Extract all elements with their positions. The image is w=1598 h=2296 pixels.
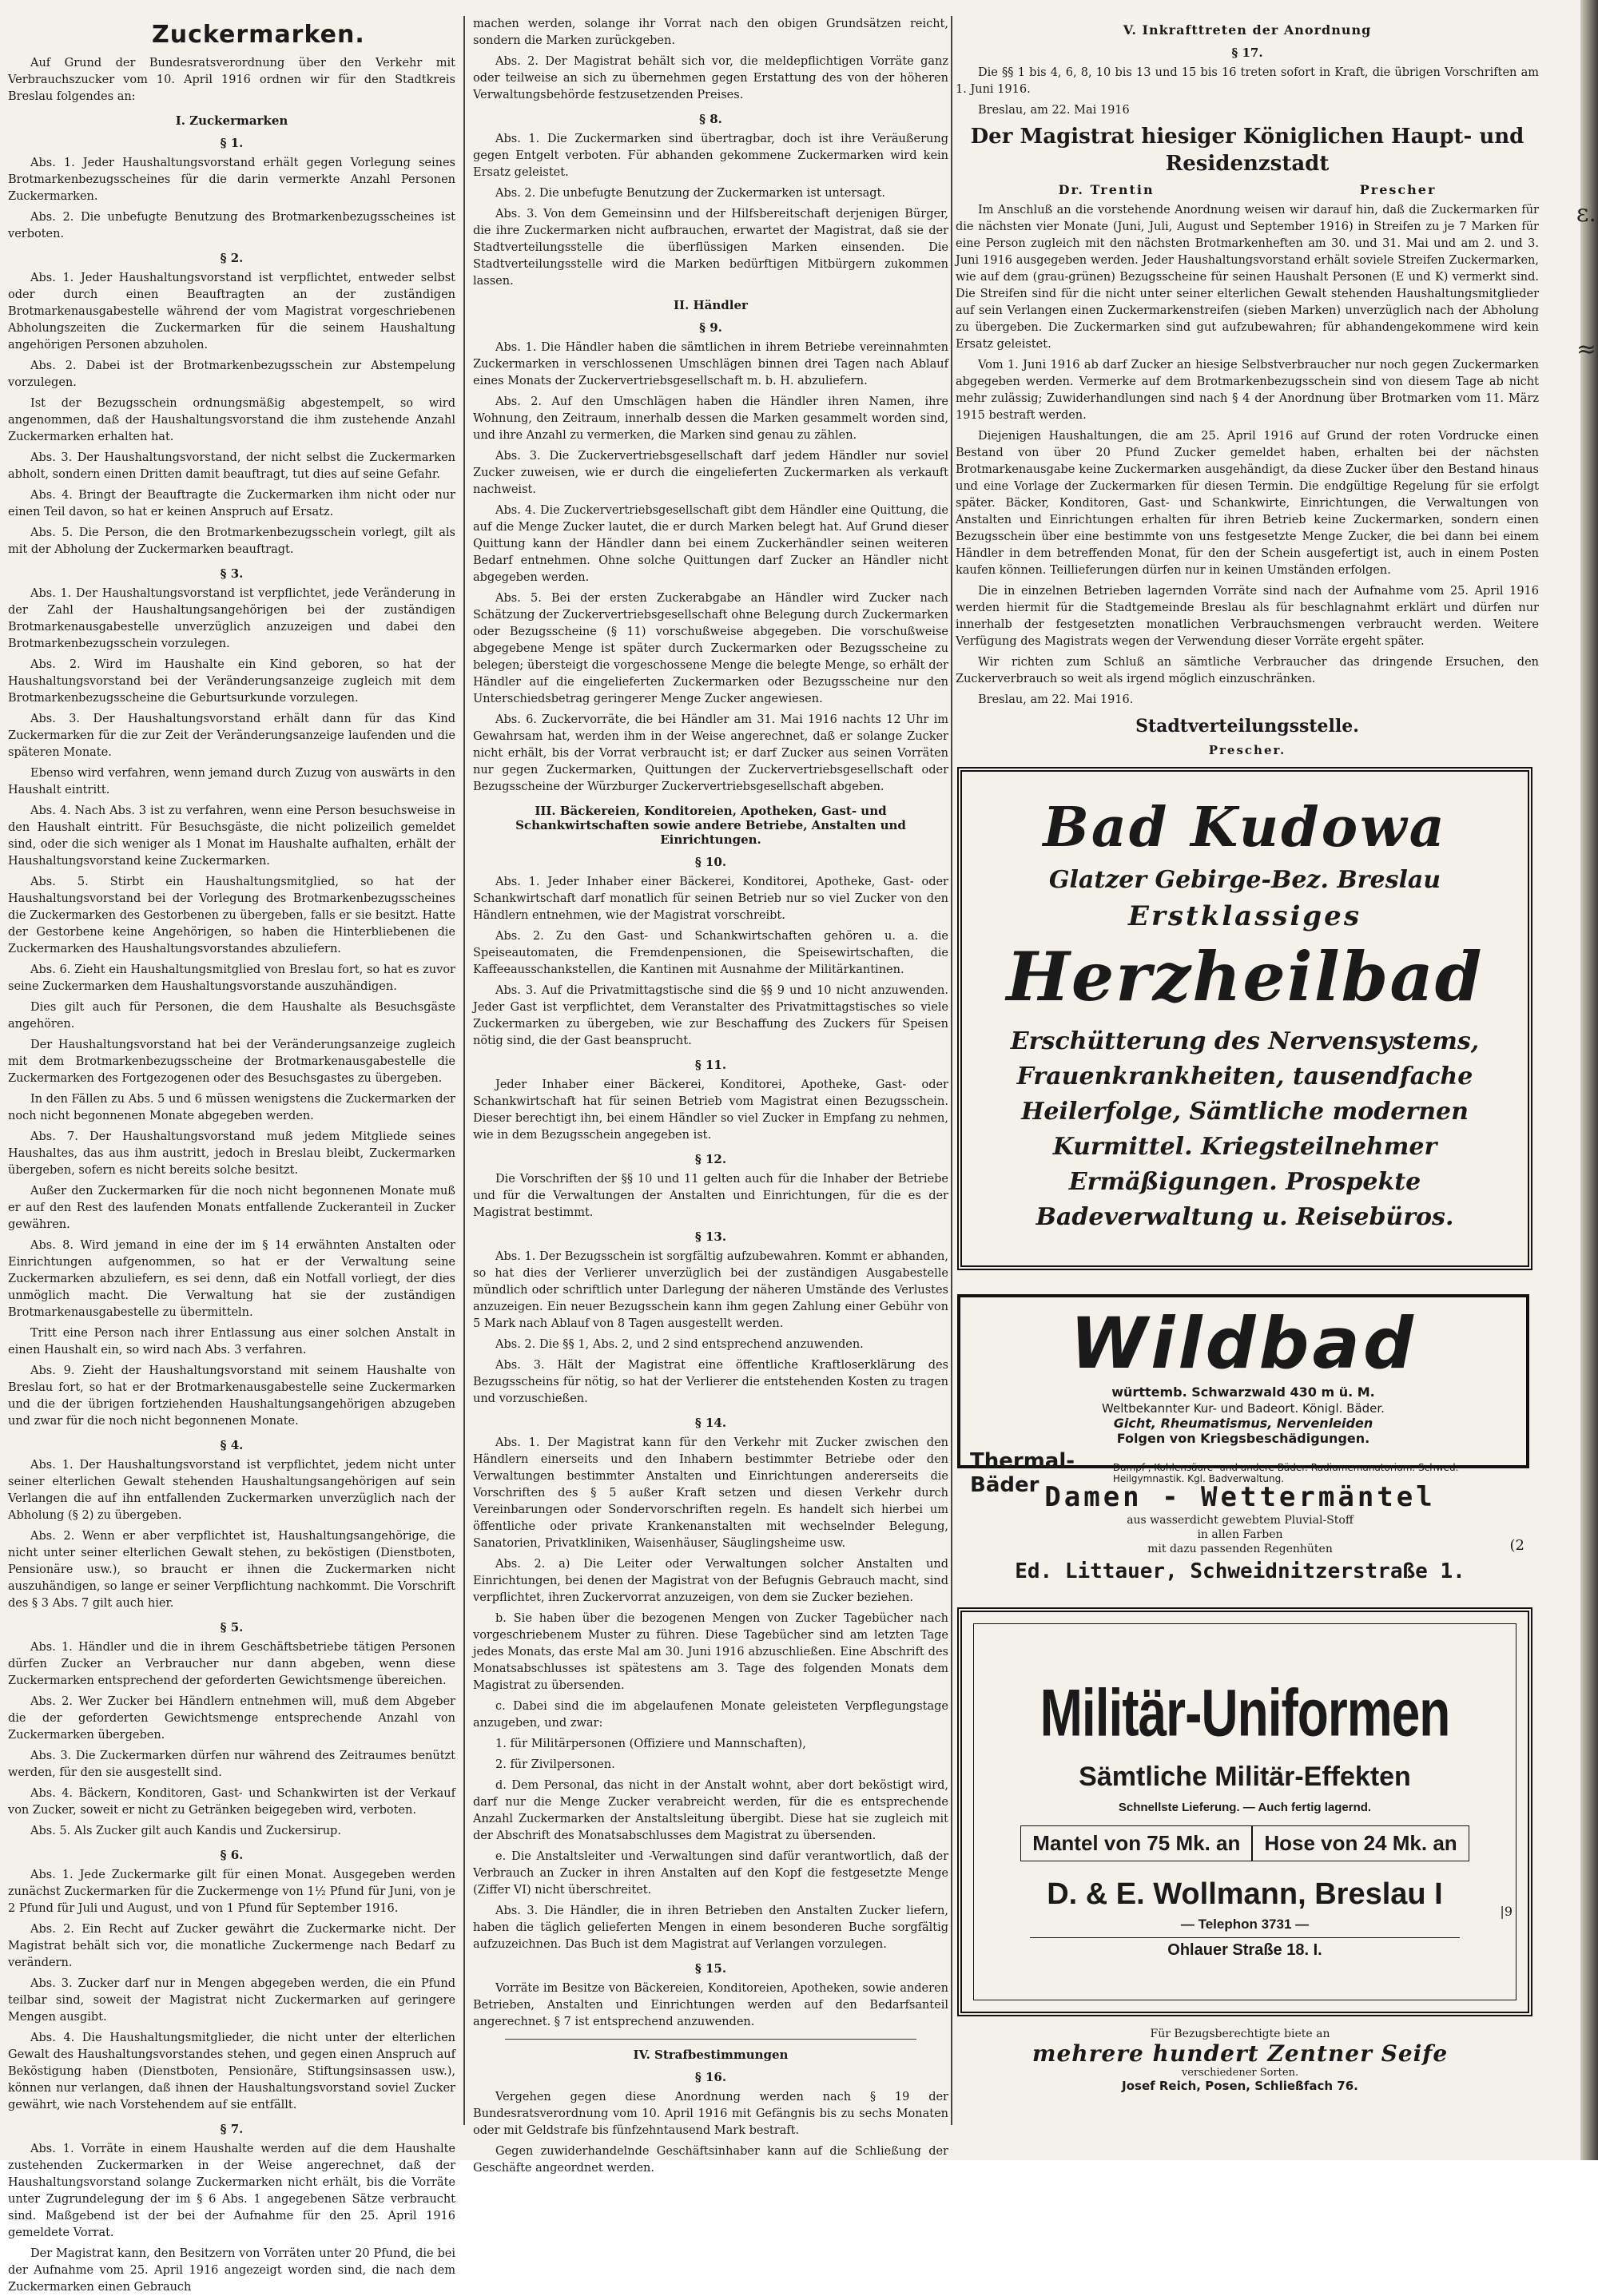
ad-body: Erschütterung des Nervensystems, Frauenkrankheiten, tausendfache Heilerfolge, Sämtliche modernen Kurmittel. Kriegsteilnehmer Ermäßigungen. Prospekte Badeverwaltung u. Reisebüros. (1010, 1027, 1480, 1231)
body-text: Abs. 2. Die unbefugte Benutzung der Zuckermarken ist untersagt. (495, 187, 886, 200)
paragraph-number: § 13. (694, 1229, 727, 1244)
paragraph-number: § 8. (699, 112, 722, 126)
book-spine (1576, 0, 1598, 2160)
ad-address: Ohlauer Straße 18. I. (1030, 1937, 1460, 1960)
body-text: Abs. 4. Die Zuckervertriebsgesellschaft gibt dem Händler eine Quittung, die auf die Menge Zucker lautet, die er durch Marken belegt hat. Auf Grund dieser Quittung kann der Händler dann bei einem Zuckerhändler seinen weiteren Bedarf entnehmen. Ohne solche Quittungen darf Zucker an Händler nicht abgegeben werden. (473, 504, 948, 584)
paragraph-number: § 15. (694, 1961, 727, 1976)
ad-subtitle: Sämtliche Militär-Effekten (1079, 1762, 1411, 1792)
body-text: Abs. 3. Die Händler, die in ihren Betrieben den Anstalten Zucker liefern, haben die täglich gelieferten Mengen in einem besonderen Buche sorgfältig aufzuzeichnen. Das Buch ist dem Magistrat auf Verlangen vorzulegen. (473, 1905, 948, 1951)
body-text: Ist der Bezugsschein ordnungsmäßig abgestempelt, so wird angenommen, daß der Haushaltungsvorstand die ihm zustehende Anzahl Zuckermarken erhalten hat. (8, 397, 455, 443)
paragraph-number: § 2. (220, 251, 244, 265)
body-text: Abs. 1. Die Zuckermarken sind übertragbar, doch ist ihre Veräußerung gegen Entgelt verboten. Für abhanden gekommene Zuckermarken wird kein Ersatz geleistet. (473, 133, 948, 179)
body-text: Abs. 1. Die Händler haben die sämtlichen in ihrem Betriebe vereinnahmten Zuckermarken in verschlossenen Umschlägen binnen drei Tagen nach Ablauf eines Monats der Zuckervertriebsgesellschaft m. b. H. abzuliefern. (473, 341, 948, 387)
body-text: Abs. 9. Zieht der Haushaltungsvorstand mit seinem Haushalte von Breslau fort, so hat er der Brotmarkenausgabestelle seine Zuckermarken und die der übrigen fortziehenden Haushaltungsangehörigen abzugeben und zwar für die noch nicht begonnenen Monate. (8, 1364, 455, 1428)
ad-mark: |9 (1500, 1904, 1513, 1919)
article-title: Zuckermarken. (152, 21, 365, 49)
body-text: d. Dem Personal, das nicht in der Anstalt wohnt, aber dort beköstigt wird, darf nur die Menge Zucker verabreicht werden, für die es entsprechende Anzahl Zuckermarken der Anstaltsleitung übergibt. Diese hat sie zugleich mit der Abschrift des Monatsabschlusses dem Magistrat zu übersenden. (473, 1779, 948, 1842)
ad-headline: mehrere hundert Zentner Seife (1032, 2040, 1449, 2067)
ad-body: Weltbekannter Kur- und Badeort. Königl. Bäder. (1102, 1401, 1385, 1416)
paragraph-number: § 1. (220, 136, 244, 150)
column-divider (951, 16, 952, 2125)
ad-seife (956, 2028, 1524, 2093)
signature-line (956, 182, 1539, 197)
spine-mark: ≈ (1576, 336, 1596, 363)
body-text: Abs. 5. Bei der ersten Zuckerabgabe an Händler wird Zucker nach Schätzung der Zuckervertriebsgesellschaft ohne Belegung durch Zuckermarken oder Bezugsscheine (§ 11) vorschußweise abgegeben. Die vorschußweise abgegebene Menge ist später durch Zuckermarken oder Bezugsscheine zu belegen; übersteigt die vorgeschossene Menge die belegte Menge, so erhält der Händler auf die eingelieferten Zuckermarken oder Bezugsscheine nur den Unterschiedsbetrag geringerer Menge Zucker angewiesen. (473, 592, 948, 705)
column-1 (8, 16, 455, 2294)
body-text: machen werden, solange ihr Vorrat nach den obigen Grundsätzen reicht, sondern die Marken zurückgeben. (473, 18, 948, 47)
ad-firm: Josef Reich, Posen, Schließfach 76. (1122, 2079, 1358, 2093)
authority-heading: Der Magistrat hiesiger Königlichen Haupt- und Residenzstadt (970, 125, 1524, 176)
body-text: Abs. 3. Die Zuckervertriebsgesellschaft darf jedem Händler nur soviel Zucker zuweisen, wie er durch die eingelieferten Zuckermarken als verkauft nachweist. (473, 450, 948, 496)
ad-price-hose: Hose von 24 Mk. an (1252, 1825, 1469, 1861)
section-heading: III. Bäckereien, Konditoreien, Apotheken, Gast- und Schankwirtschaften sowie andere Betriebe, Anstalten und Einrichtungen. (515, 804, 906, 847)
body-text: e. Die Anstaltsleiter und -Verwaltungen sind dafür verantwortlich, daß der Verbrauch an Zucker in ihren Anstalten auf den Kopf die festgesetzte Menge (Ziffer VI) nicht überschreitet. (473, 1850, 948, 1897)
ad-militaer-uniformen (957, 1607, 1532, 2016)
body-text: In den Fällen zu Abs. 5 und 6 müssen wenigstens die Zuckermarken der noch nicht begonnenen Monate abgegeben werden. (8, 1093, 455, 1122)
section-heading: I. Zuckermarken (175, 113, 288, 128)
paragraph-number: § 7. (220, 2122, 244, 2136)
body-text: Abs. 2. Der Magistrat behält sich vor, die meldepflichtigen Vorräte ganz oder teilweise an sich zu übernehmen gegen Erstattung des von der höheren Verwaltungsbehörde festzusetzenden Preises. (473, 55, 948, 101)
body-text: Abs. 5. Die Person, die den Brotmarkenbezugsschein vorlegt, gilt als mit der Abholung der Zuckermarken beauftragt. (8, 526, 455, 556)
ad-title: Wildbad (1070, 1302, 1417, 1384)
body-text: Abs. 6. Zuckervorräte, die bei Händler am 31. Mai 1916 nachts 12 Uhr im Gewahrsam hat, werden ihm in der Weise angerechnet, daß er solange Zucker nicht erhält, bis der Vorrat verbraucht ist; er darf Zucker aus seinen Vorräten nur gegen Zuckermarken, Quittungen der Zuckervertriebsgesellschaft oder Bezugsscheine der Würzburger Zuckervertriebsgesellschaft abgeben. (473, 713, 948, 793)
body-text: Abs. 1. Jede Zuckermarke gilt für einen Monat. Ausgegeben werden zunächst Zuckermarken für die Zuckermenge von 1½ Pfund für Juni, von je 2 Pfund für Juli und August, und von 1 Pfund für September 1916. (8, 1869, 455, 1915)
ad-subtitle: Glatzer Gebirge-Bez. Breslau (1048, 866, 1441, 894)
paragraph-number: § 11. (694, 1058, 727, 1072)
column-2 (473, 16, 948, 2175)
body-text: c. Dabei sind die im abgelaufenen Monate geleisteten Verpflegungstage anzugeben, und zwar: (473, 1700, 948, 1730)
body-text: Abs. 6. Zieht ein Haushaltungsmitglied von Breslau fort, so hat es zuvor seine Zuckermarken dem Haushaltungsvorstande auszuhändigen. (8, 963, 455, 993)
body-text: Vergehen gegen diese Anordnung werden nach § 19 der Bundesratsverordnung vom 10. April 1916 mit Gefängnis bis zu sechs Monaten oder mit Geldstrafe bis fünfzehntausend Mark bestraft. (473, 2091, 948, 2137)
body-text: Vom 1. Juni 1916 ab darf Zucker an hiesige Selbstverbraucher nur noch gegen Zuckermarken abgegeben werden. Vermerke auf dem Brotmarkenbezugsschein sind von diesem Tage ab nicht mehr zulässig; Zuwiderhandlungen sind nach § 4 der Anordnung über Brotmarken vom 11. März 1915 bestraft werden. (956, 359, 1539, 422)
body-text: Der Magistrat kann, den Besitzern von Vorräten unter 20 Pfund, die bei der Aufnahme vom 25. April 1916 angezeigt worden sind, die nach dem Zuckermarken einen Gebrauch (8, 2247, 455, 2294)
signature-name: Prescher. (1208, 743, 1286, 757)
ad-firm: Ed. Littauer, Schweidnitzerstraße 1. (1015, 1559, 1465, 1583)
body-text: Diejenigen Haushaltungen, die am 25. April 1916 auf Grund der roten Vordrucke einen Bestand von über 20 Pfund Zucker gemeldet haben, erhalten bei der nächsten Brotmarkenausgabe keine Zuckermarken ausgehändigt, da diese Zucker über den Bestand hinaus und eine Vorlage der Zuckermarken für diesen Termin. Die endgültige Regelung für sie erfolgt später. Bäcker, Konditoren, Gast- und Schankwirte, Einrichtungen, die Verwaltungen von Anstalten und Einrichtungen erhalten für ihren Betrieb keine Zuckermarken, sondern einen Bezugsschein über eine bestimmte von uns festgesetzte Menge Zucker, die bei dann bei einem Händler in dem betreffenden Monat, für den der Schein ausgefertigt ist, auch in einem Posten kaufen können. Teillieferungen dürfen nur in keinen Umständen erfolgen. (956, 430, 1539, 577)
section-heading: V. Inkrafttreten der Anordnung (1123, 22, 1372, 38)
body-text: Abs. 4. Die Haushaltungsmitglieder, die nicht unter der elterlichen Gewalt des Haushaltungsvorstandes stehen, und gegen einen Anspruch auf Beköstigung haben (Dienstboten, Pensionäre, Stiftungsinsassen usw.), können nur verlangen, daß ihnen der Haushaltungsvorstand soviel Zucker gewährt, wie nach Vorstehendem auf sie entfällt. (8, 2032, 455, 2111)
body-text: Dies gilt auch für Personen, die dem Haushalte als Besuchsgäste angehören. (8, 1001, 455, 1031)
paragraph-number: § 16. (694, 2070, 727, 2084)
ad-body: Schnellste Lieferung. — Auch fertig lagernd. (1118, 1801, 1372, 1814)
paragraph-number: § 3. (220, 566, 244, 581)
intro-text: Auf Grund der Bundesratsverordnung über den Verkehr mit Verbrauchszucker vom 10. April 1916 ordnen wir für den Stadtkreis Breslau folgendes an: (8, 57, 455, 103)
body-text: Abs. 3. Der Haushaltungsvorstand, der nicht selbst die Zuckermarken abholt, sondern einen Dritten damit beauftragt, tut dies auf seine Gefahr. (8, 451, 455, 481)
ad-body: Folgen von Kriegsbeschädigungen. (1116, 1431, 1370, 1446)
dateline: Breslau, am 22. Mai 1916. (978, 693, 1134, 706)
body-text: Vorräte im Besitze von Bäckereien, Konditoreien, Apotheken, sowie anderen Betrieben, Anstalten und Einrichtungen werden auf den Bedarfsanteil angerechnet. § 7 ist entsprechend anzuwenden. (473, 1982, 948, 2028)
paragraph-number: § 6. (220, 1848, 244, 1862)
body-text: Abs. 5. Als Zucker gilt auch Kandis und Zuckersirup. (30, 1825, 341, 1837)
paragraph-number: § 12. (694, 1152, 727, 1166)
body-text: Abs. 2. Wer Zucker bei Händlern entnehmen will, muß dem Abgeber die der geforderten Gewichtsmenge entsprechende Anzahl von Zuckermarken übergeben. (8, 1695, 455, 1742)
column-divider (463, 16, 465, 2125)
ad-mark: (2 (1509, 1537, 1524, 1554)
ad-thermal-label: Thermal-Bäder (970, 1449, 1075, 1497)
body-text: Der Haushaltungsvorstand hat bei der Veränderungsanzeige zugleich mit dem Brotmarkenbezugsscheine der Brotmarkenausgabestelle die Zuckermarken des Fortgezogenen oder des Besuchsgastes zu übergeben. (8, 1039, 455, 1085)
body-text: Wir richten zum Schluß an sämtliche Verbraucher das dringende Ersuchen, den Zuckerverbrauch so weit als irgend möglich einzuschränken. (956, 656, 1539, 685)
ad-inner-frame (973, 1623, 1517, 2000)
body-text: Abs. 7. Der Haushaltungsvorstand muß jedem Mitgliede seines Haushaltes, das aus ihm austritt, jedoch in Breslau bleibt, Zuckermarken übergeben, sofern es nicht bereits solche besitzt. (8, 1130, 455, 1177)
paragraph-number: § 10. (694, 855, 727, 869)
body-text: Abs. 1. Der Bezugsschein ist sorgfältig aufzubewahren. Kommt er abhanden, so hat dies der Verlierer unverzüglich bei der zuständigen Ausgabestelle mündlich oder schriftlich unter Darlegung der näheren Umstände des Verlustes anzuzeigen. Ein neuer Bezugsschein kann ihm gegen Zahlung einer Gebühr von 5 Mark nach Ablauf von 8 Tagen ausgestellt werden. (473, 1250, 948, 1330)
body-text: Die in einzelnen Betrieben lagernden Vorräte sind nach der Aufnahme vom 25. April 1916 werden hiermit für die Stadtgemeinde Breslau als für beschlagnahmt erklärt und dürfen nur innerhalb der festgesetzten monatlichen Verbrauchsmengen verbraucht werden. Weitere Verfügung des Magistrats wegen der Verwendung dieser Vorräte ergeht später. (956, 585, 1539, 648)
body-text: Abs. 2. a) Die Leiter oder Verwaltungen solcher Anstalten und Einrichtungen, bei denen der Magistrat von der Befugnis Gebrauch macht, sind verpflichtet, ihren Zuckervorrat anzuzeigen, von dem sie Zucker beziehen. (473, 1558, 948, 1604)
ad-body: verschiedener Sorten. (1181, 2067, 1299, 2079)
office-heading: Stadtverteilungsstelle. (1135, 716, 1359, 737)
ad-headline: Herzheilbad (1006, 937, 1484, 1016)
body-text: Abs. 2. Dabei ist der Brotmarkenbezugsschein zur Abstempelung vorzulegen. (8, 359, 455, 389)
section-heading: IV. Strafbestimmungen (633, 2048, 789, 2062)
body-text: Abs. 2. Die §§ 1, Abs. 2, und 2 sind entsprechend anzuwenden. (495, 1338, 864, 1351)
ad-price-mantel: Mantel von 75 Mk. an (1020, 1825, 1252, 1861)
paragraph-number: § 14. (694, 1416, 727, 1430)
body-text: Abs. 3. Zucker darf nur in Mengen abgegeben werden, die ein Pfund teilbar sind, soweit der Magistrat nicht Zuckermarken auf geringere Mengen ausgibt. (8, 1977, 455, 2024)
body-text: Abs. 8. Wird jemand in eine der im § 14 erwähnten Anstalten oder Einrichtungen aufgenommen, so hat er der Verwaltung seine Zuckermarken abzuliefern, es sei denn, daß ein Notfall vorliegt, der dies unmöglich macht. Die Verwaltung hat sie der zuständigen Brotmarkenausgabestelle zu übermitteln. (8, 1239, 455, 1319)
body-text: Jeder Inhaber einer Bäckerei, Konditorei, Apotheke, Gast- oder Schankwirtschaft hat für seinen Betrieb vom Magistrat einen Bezugsschein. Dieser berechtigt ihn, bei einem Händler so viel Zucker in Empfang zu nehmen, wie in dem Bezugsschein angegeben ist. (473, 1078, 948, 1142)
ad-subtitle: württemb. Schwarzwald 430 m ü. M. (1111, 1384, 1375, 1400)
paragraph-number: § 5. (220, 1620, 244, 1635)
body-text: Abs. 1. Vorräte in einem Haushalte werden auf die dem Haushalte zustehenden Zuckermarken in der Weise angerechnet, daß der Haushaltungsvorstand solange Zuckermarken nicht erhält, bis die Vorräte unter Zugrundelegung der im § 6 Abs. 1 angegebenen Sätze verbraucht sind. Maßgebend ist der bei der Aufnahme für den 25. April 1916 gemeldete Vorrat. (8, 2143, 455, 2239)
ad-body: Für Bezugsberechtigte biete an (1150, 2028, 1330, 2040)
ad-body: in allen Farben (1197, 1528, 1283, 1541)
dateline: Breslau, am 22. Mai 1916 (978, 104, 1130, 117)
ad-title: Bad Kudowa (1043, 796, 1447, 860)
ad-title: Militär-Uniformen (1039, 1675, 1450, 1750)
column-3 (956, 16, 1539, 2149)
body-text: Die Vorschriften der §§ 10 und 11 gelten auch für die Inhaber der Betriebe und für die Verwaltungen der Anstalten und Einrichtungen, für die es der Magistrat bestimmt. (473, 1173, 948, 1219)
ad-damen-wettermaentel (956, 1481, 1524, 1583)
paragraph-number: § 17. (1231, 46, 1263, 60)
ad-title: Damen - Wettermäntel (1044, 1481, 1436, 1513)
body-text: Abs. 2. Auf den Umschlägen haben die Händler ihren Namen, ihre Wohnung, den Zeitraum, innerhalb dessen die Marken gesammelt worden sind, und ihre Anzahl zu vermerken, die Marken sind genau zu zählen. (473, 395, 948, 442)
ad-firm: D. & E. Wollmann, Breslau I (1047, 1877, 1443, 1911)
ad-body: mit dazu passenden Regenhüten (1147, 1543, 1333, 1555)
paragraph-number: § 9. (699, 320, 722, 335)
body-text: Abs. 3. Auf die Privatmittagstische sind die §§ 9 und 10 nicht anzuwenden. Jeder Gast ist verpflichtet, dem Veranstalter des Privatmittagstisches so viele Zuckermarken zu übergeben, wie zur Beschaffung des Zuckers für Speisen nötig sind, die der Gast beansprucht. (473, 984, 948, 1047)
body-text: Abs. 2. Wird im Haushalte ein Kind geboren, so hat der Haushaltungsvorstand bei der Veränderungsanzeige zugleich mit dem Brotmarkenbezugsscheine die Geburtsurkunde vorzulegen. (8, 658, 455, 705)
ad-small-print: Dampf-, Kohlensäure- und andere Bäder. Radiumemanatorium. Schwed. Heilgymnastik. Kgl. Badverwaltung. (1112, 1462, 1459, 1484)
ad-body: Gicht, Rheumatismus, Nervenleiden (1113, 1416, 1373, 1431)
ad-subtitle: Erstklassiges (1128, 900, 1361, 932)
body-text: Abs. 5. Stirbt ein Haushaltungsmitglied, so hat der Haushaltungsvorstand bei der Vorlegung des Brotmarkenbezugsscheines die Zuckermarken des Gestorbenen zu übergeben, falls er sie besitzt. Hatte der Gestorbene keine Angehörigen, so haben die Hinterbliebenen die Zuckermarken des Haushaltungsvorstandes abzuliefern. (8, 876, 455, 955)
body-text: 1. für Militärpersonen (Offiziere und Mannschaften), (495, 1738, 806, 1750)
body-text: Außer den Zuckermarken für die noch nicht begonnenen Monate muß er auf den Rest des laufenden Monats entfallende Zuckeranteil in Zucker gewähren. (8, 1185, 455, 1231)
body-text: Die §§ 1 bis 4, 6, 8, 10 bis 13 und 15 bis 16 treten sofort in Kraft, die übrigen Vorschriften am 1. Juni 1916. (956, 66, 1539, 96)
body-text: Abs. 2. Die unbefugte Benutzung des Brotmarkenbezugsscheines ist verboten. (8, 211, 455, 240)
body-text: Abs. 2. Ein Recht auf Zucker gewährt die Zuckermarke nicht. Der Magistrat behält sich vor, die monatliche Zuckermenge nach Bedarf zu verändern. (8, 1923, 455, 1969)
body-text: Abs. 2. Zu den Gast- und Schankwirtschaften gehören u. a. die Speiseautomaten, die Fremdenpensionen, die Speisewirtschaften, die Kaffeeausschankstellen, die Kantinen mit Ausnahme der Militärkantinen. (473, 930, 948, 976)
body-text: Gegen zuwiderhandelnde Geschäftsinhaber kann auf die Schließung der Geschäfte angeordnet werden. (473, 2145, 948, 2175)
body-text: Tritt eine Person nach ihrer Entlassung aus einer solchen Anstalt in einen Haushalt ein, so wird nach Abs. 3 verfahren. (8, 1327, 455, 1357)
spine-mark: ε. (1576, 200, 1596, 228)
body-text: Abs. 1. Händler und die in ihrem Geschäftsbetriebe tätigen Personen dürfen Zucker an Verbraucher nur dann abgeben, wenn diese Zuckermarken entsprechend der geforderten Gewichtsmenge übereichen. (8, 1641, 455, 1687)
body-text: Abs. 1. Jeder Inhaber einer Bäckerei, Konditorei, Apotheke, Gast- oder Schankwirtschaft darf monatlich für seinen Betrieb nur so viel Zucker von den Händlern entnehmen, wie der Magistrat vorschreibt. (473, 876, 948, 922)
body-text: Abs. 1. Jeder Haushaltungsvorstand erhält gegen Vorlegung seines Brotmarkenbezugsscheines für die darin vermerkte Anzahl Personen Zuckermarken. (8, 157, 455, 203)
body-text: Abs. 4. Nach Abs. 3 ist zu verfahren, wenn eine Person besuchsweise in den Haushalt eintritt. Für Besuchsgäste, die nicht polizeilich gemeldet sind, oder die sich weniger als 1 Monat im Haushalte aufhalten, erhält der Haushaltungsvorstand keine Zuckermarken. (8, 804, 455, 868)
body-text: Ebenso wird verfahren, wenn jemand durch Zuzug von auswärts in den Haushalt eintritt. (8, 767, 455, 796)
signature-name: Prescher (1359, 182, 1437, 197)
body-text: Abs. 3. Hält der Magistrat eine öffentliche Kraftloserklärung des Bezugsscheins für nötig, so hat der Verlierer die entstehenden Kosten zu tragen und vorzuschießen. (473, 1359, 948, 1405)
paragraph-number: § 4. (220, 1438, 244, 1452)
body-text: 2. für Zivilpersonen. (495, 1758, 615, 1771)
ad-price-boxes (974, 1825, 1516, 1861)
signature-name: Dr. Trentin (1058, 182, 1155, 197)
body-text: Abs. 4. Bringt der Beauftragte die Zuckermarken ihm nicht oder nur einen Teil davon, so hat er keinen Anspruch auf Ersatz. (8, 489, 455, 518)
body-text: Abs. 4. Bäckern, Konditoren, Gast- und Schankwirten ist der Verkauf von Zucker, soweit er nicht zu Getränken beigegeben wird, verboten. (8, 1787, 455, 1817)
body-text: Abs. 1. Jeder Haushaltungsvorstand ist verpflichtet, entweder selbst oder durch einen Beauftragten an der zuständigen Brotmarkenausgabestelle während der vom Magistrat vorgeschriebenen Abholungszeiten die Zuckermarken für die seinem Haushaltung angehörigen Personen abzuholen. (8, 272, 455, 352)
body-text: b. Sie haben über die bezogenen Mengen von Zucker Tagebücher nach vorgeschriebenem Muster zu führen. Diese Tagebücher sind am letzten Tage jedes Monats, das erste Mal am 30. Juni 1916 abzuschließen. Eine Abschrift des Monatsabschlusses ist spätestens am 3. Tage des folgenden Monats dem Magistrat zu übersenden. (473, 1612, 948, 1692)
body-text: Abs. 1. Der Magistrat kann für den Verkehr mit Zucker zwischen den Händlern einerseits und den Inhabern bestimmter Betriebe oder den Verwaltungen bestimmter Anstalten und Einrichtungen andererseits die Vorschriften des § 5 außer Kraft setzen und diesen Verkehr durch Vereinbarungen oder Sondervorschriften regeln. Es handelt sich hierbei um öffentliche oder private Krankenanstalten mit wechselnder Belegung, Sanatorien, Privatkliniken, Waisenhäuser, Säuglingsheime usw. (473, 1436, 948, 1550)
section-heading: II. Händler (674, 298, 748, 312)
body-text: Abs. 2. Wenn er aber verpflichtet ist, Haushaltungsangehörige, die nicht unter seiner elterlichen Gewalt stehen, zu beköstigen (Dienstboten, Pensionäre usw.), so braucht er ihnen die Zuckermarken nicht auszuhändigen, so lange er seiner Verpflichtung nachkommt. Die Vorschrift des § 3 Abs. 7 gilt auch hier. (8, 1530, 455, 1610)
body-text: Abs. 3. Der Haushaltungsvorstand erhält dann für das Kind Zuckermarken für die zur Zeit der Veränderungsanzeige laufenden und die späteren Monate. (8, 713, 455, 759)
ad-phone: — Telephon 3731 — (1180, 1917, 1310, 1932)
body-text: Abs. 1. Der Haushaltungsvorstand ist verpflichtet, jede Veränderung in der Zahl der Haushaltungsangehörigen bei der zuständigen Brotmarkenausgabestelle unverzüglich anzuzeigen und dabei den Brotmarkenbezugsschein vorzulegen. (8, 587, 455, 650)
body-text: Abs. 3. Von dem Gemeinsinn und der Hilfsbereitschaft derjenigen Bürger, die ihre Zuckermarken nicht aufbrauchen, erwartet der Magistrat, daß sie der Stadtverteilungsstelle die überflüssigen Marken einsenden. Die Stadtverteilungsstelle wird die Marken bedürftigen Mitbürgern zukommen lassen. (473, 208, 948, 288)
ad-body: aus wasserdicht gewebtem Pluvial-Stoff (1127, 1514, 1354, 1527)
ad-bad-kudowa (957, 767, 1532, 1270)
body-text: Abs. 1. Der Haushaltungsvorstand ist verpflichtet, jedem nicht unter seiner elterlichen Gewalt stehenden Haushaltungsangehörigen auf sein Verlangen die auf ihn entfallenden Zuckermarken unverzüglich nach der Abholung (§ 2) zu übergeben. (8, 1459, 455, 1522)
body-text: Abs. 3. Die Zuckermarken dürfen nur während des Zeitraumes benützt werden, für den sie ausgestellt sind. (8, 1750, 455, 1779)
body-text: Im Anschluß an die vorstehende Anordnung weisen wir darauf hin, daß die Zuckermarken für die nächsten vier Monate (Juni, Juli, August und September 1916) in Streifen zu je 7 Marken für eine Person zugleich mit den nächsten Brotmarkenheften am 30. und 31. Mai und am 2. und 3. Juni 1916 ausgegeben werden. Jeder Haushaltungsvorstand erhält soviele Streifen Zuckermarken, wie auf dem (grau-grünen) Bezugsscheine für seinen Haushalt Personen (E und K) vermerkt sind. Die Streifen sind für die nicht unter seiner elterlichen Gewalt stehenden Haushaltungsmitglieder auf sein Verlangen einen Zuckermarkenstreifen (sieben Marken) unverzüglich nach der Abholung zu übergeben. Die Zuckermarken sind gut aufzubewahren; für abhandengekommene wird kein Ersatz geleistet. (956, 204, 1539, 351)
separator (505, 2039, 916, 2040)
